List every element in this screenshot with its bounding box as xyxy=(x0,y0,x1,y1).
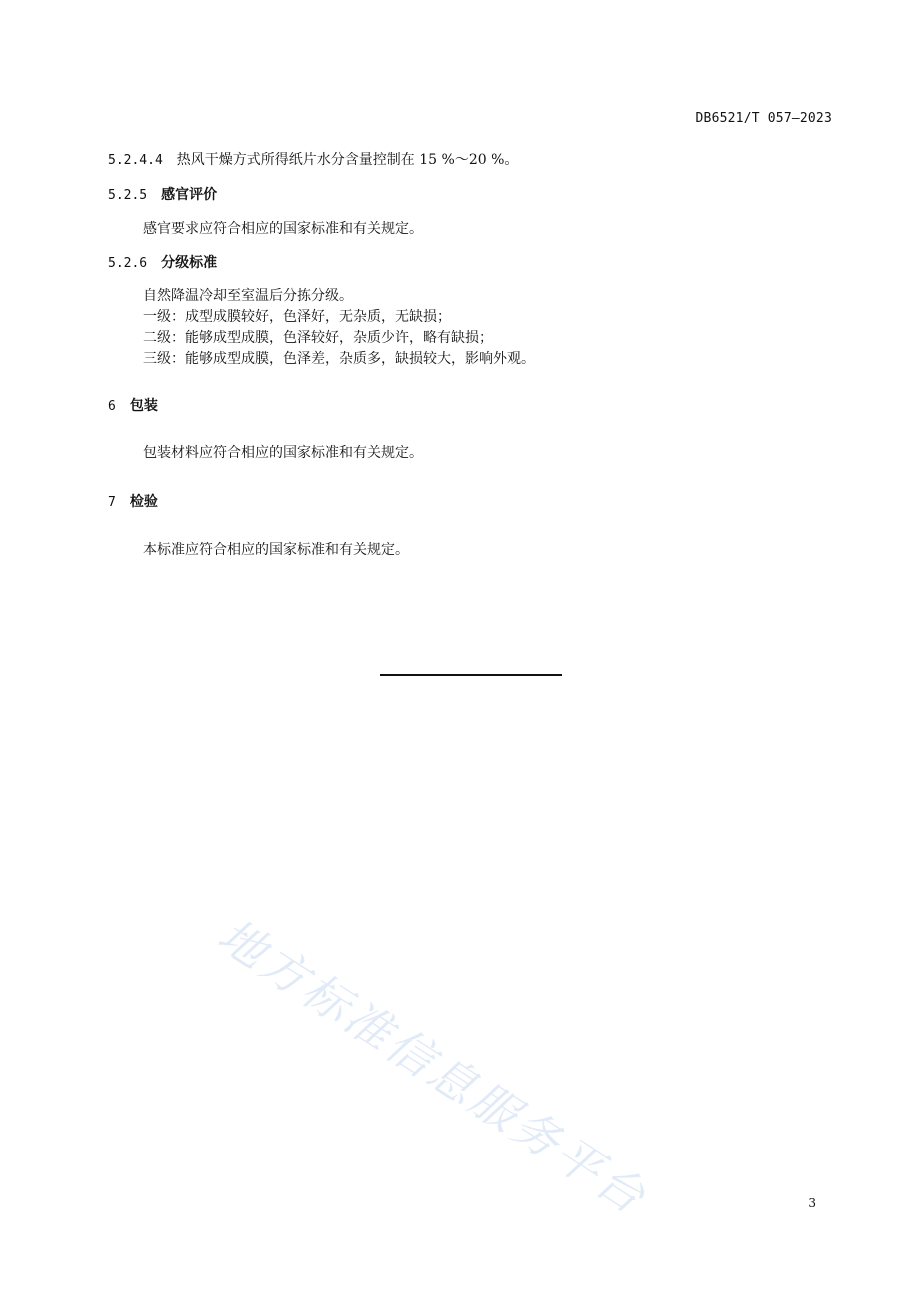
clause-number: 6 xyxy=(108,399,116,414)
clause-5-2-4-4 xyxy=(108,150,518,171)
heading-title: 包装 xyxy=(129,398,158,414)
grading-line: 自然降温冷却至室温后分拣分级。 xyxy=(143,288,353,304)
heading-5-2-5 xyxy=(108,185,217,206)
grading-line: 二级：能够成型成膜，色泽较好，杂质少许，略有缺损； xyxy=(143,330,493,346)
grading-line: 一级：成型成膜较好，色泽好，无杂质，无缺损； xyxy=(143,309,451,325)
heading-5-2-6 xyxy=(108,253,217,274)
watermark: 地方标准信息服务平台 xyxy=(208,907,658,1226)
grading-list xyxy=(143,286,535,370)
paragraph-sensory: 感官要求应符合相应的国家标准和有关规定。 xyxy=(143,221,423,237)
clause-number: 5.2.4.4 xyxy=(108,153,163,168)
grading-line: 三级：能够成型成膜，色泽差，杂质多，缺损较大，影响外观。 xyxy=(143,351,535,367)
heading-title: 检验 xyxy=(129,494,158,510)
heading-title: 分级标准 xyxy=(161,255,218,271)
clause-number: 5.2.6 xyxy=(108,256,148,271)
heading-6 xyxy=(108,396,158,417)
clause-number: 7 xyxy=(108,495,116,510)
document-code: DB6521/T 057—2023 xyxy=(695,111,832,126)
clause-number: 5.2.5 xyxy=(108,188,148,203)
paragraph-inspection: 本标准应符合相应的国家标准和有关规定。 xyxy=(143,542,409,558)
end-of-document-rule xyxy=(380,674,562,676)
heading-title: 感官评价 xyxy=(161,187,218,203)
heading-7 xyxy=(108,492,158,513)
clause-text: 热风干燥方式所得纸片水分含量控制在 15 %～20 %。 xyxy=(176,152,519,168)
paragraph-packaging: 包装材料应符合相应的国家标准和有关规定。 xyxy=(143,445,423,461)
page-number: 3 xyxy=(808,1196,816,1210)
